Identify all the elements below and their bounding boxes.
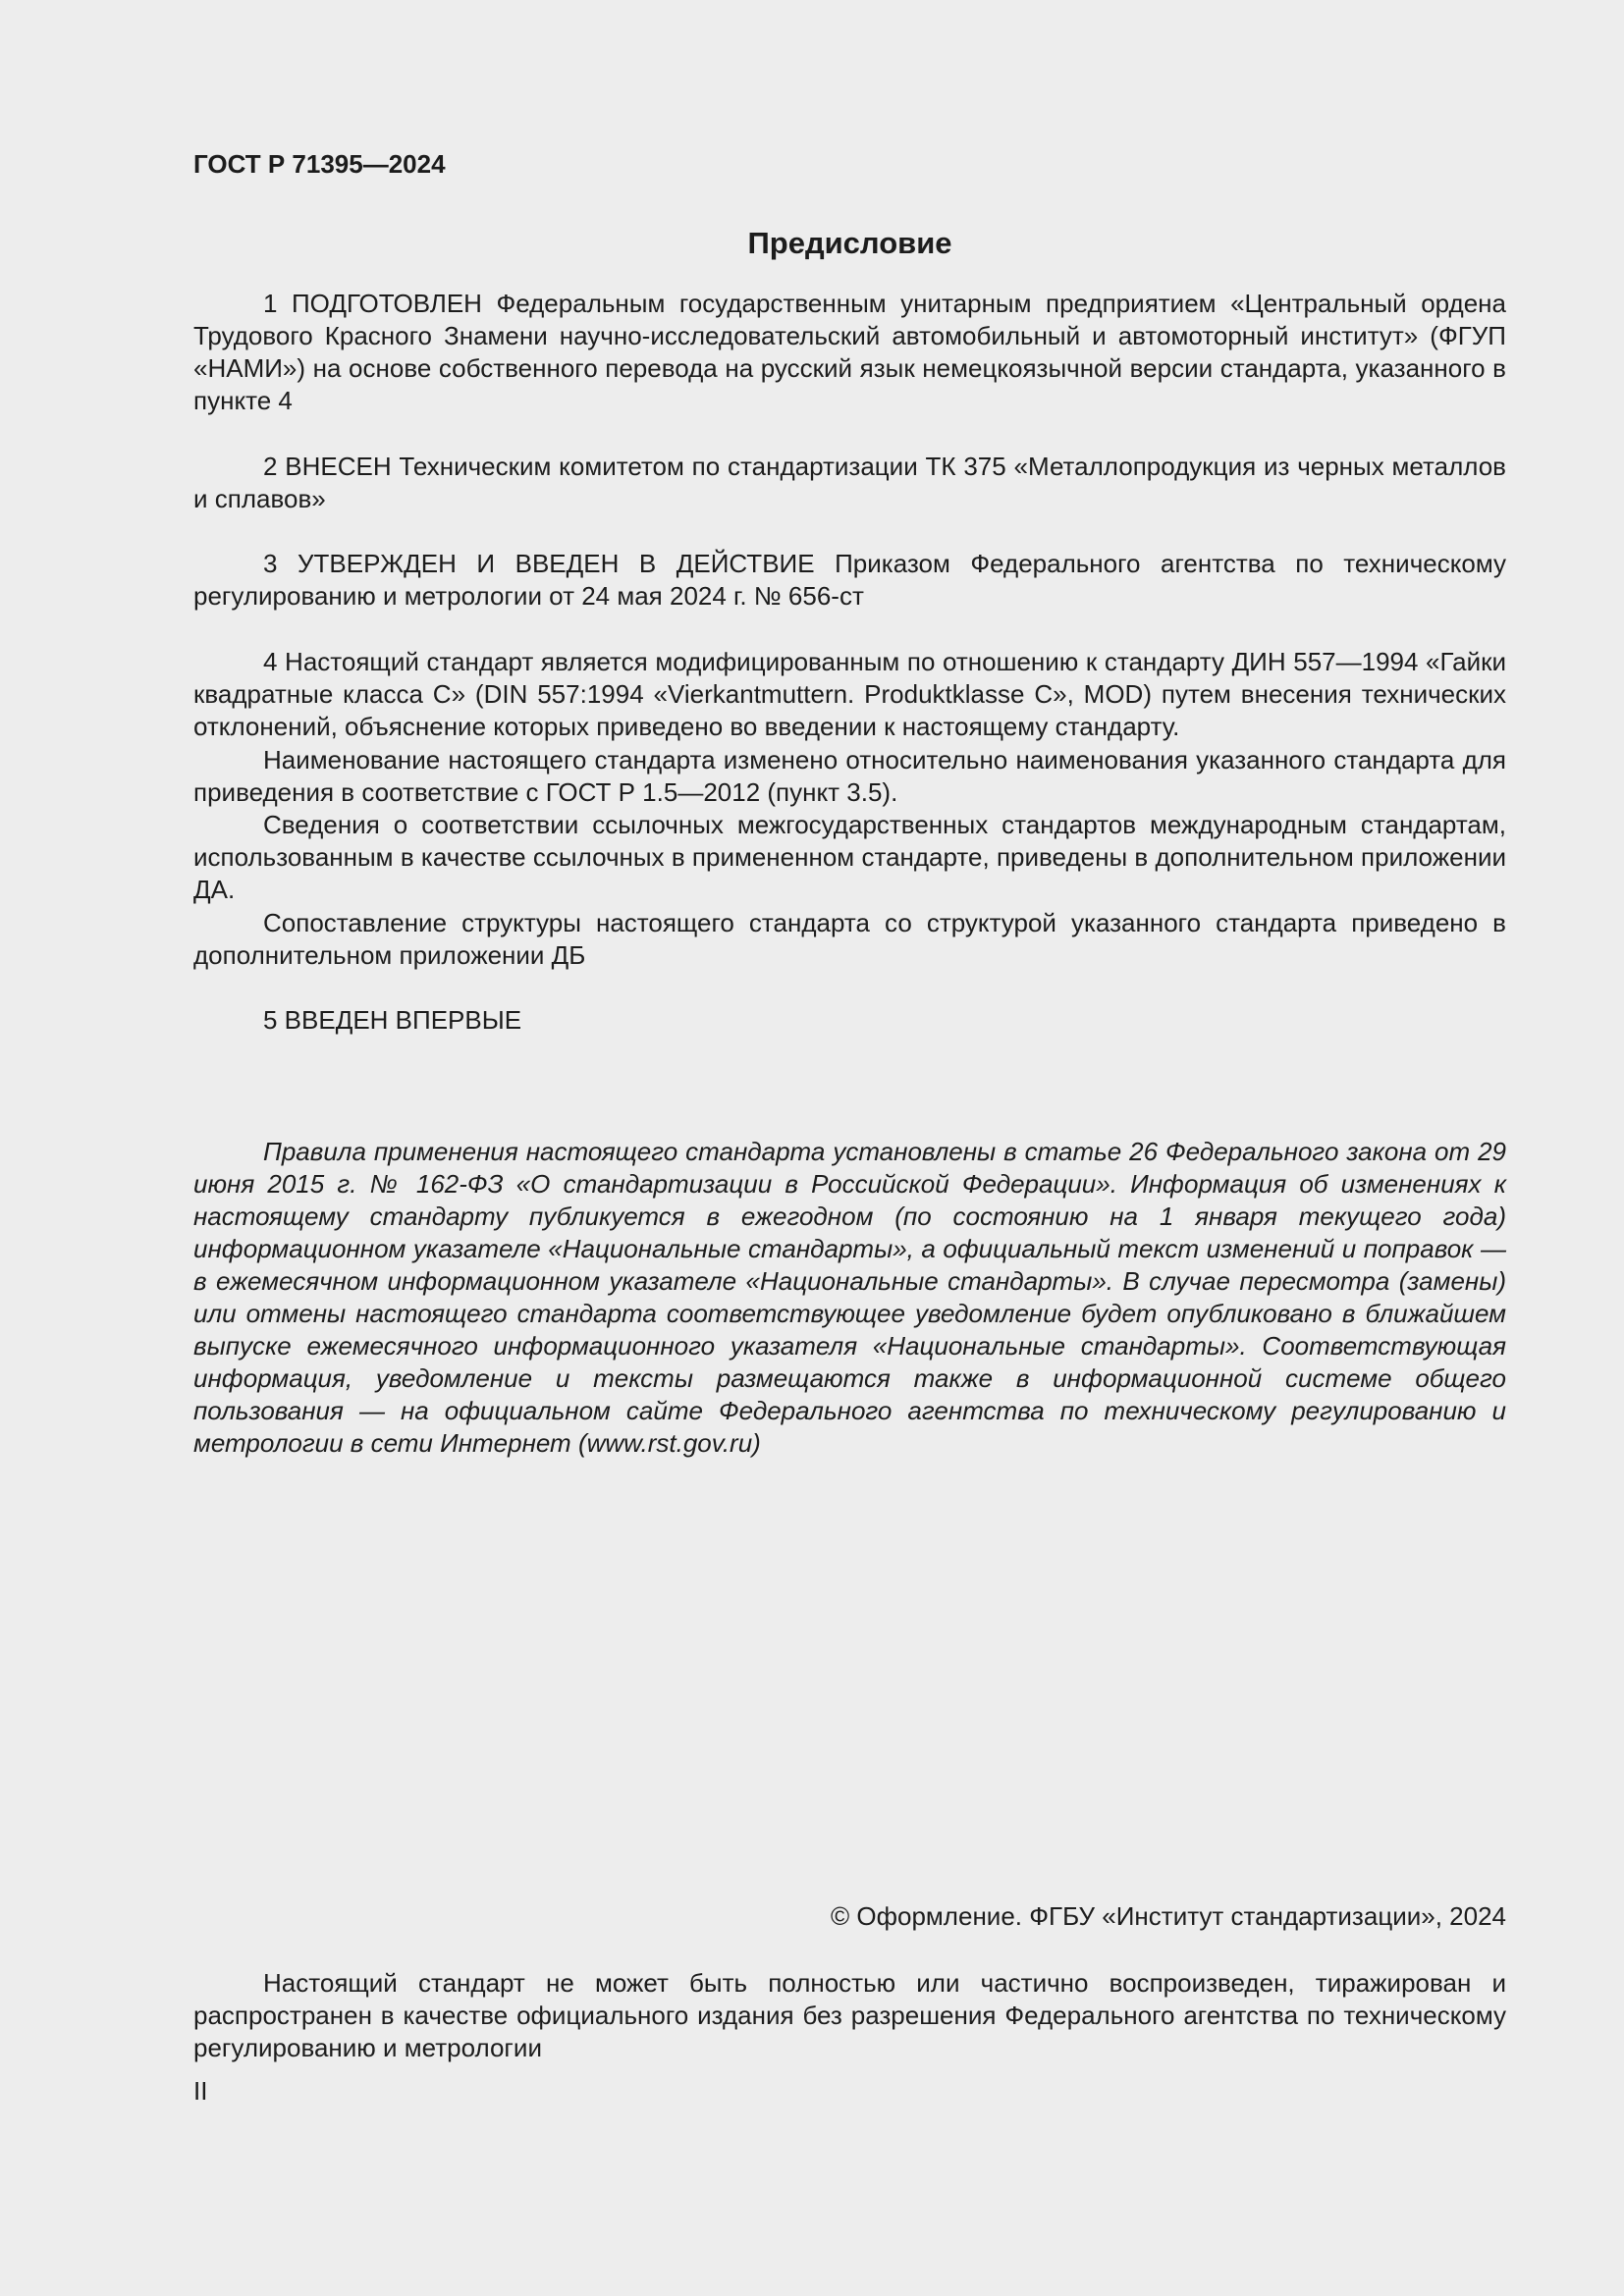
- page-title: Предисловие: [747, 226, 952, 260]
- preface-item-4-name-note: Наименование настоящего стандарта изменено относительно наименования указанного стандарта для приведения в соответствие с ГОСТ Р 1.5—2012 (пункт 3.5).: [193, 745, 1506, 807]
- preface-item-3: 3 УТВЕРЖДЕН И ВВЕДЕН В ДЕЙСТВИЕ Приказом Федерального агентства по техническому регулированию и метрологии от 24 мая 2024 г. № 656-ст: [193, 549, 1506, 611]
- preface-item-4-references-note: Сведения о соответствии ссылочных межгосударственных стандартов международным стандартам, использованным в качестве ссылочных в примененном стандарте, приведены в дополнительном приложении ДА.: [193, 810, 1506, 904]
- preface-item-5: 5 ВВЕДЕН ВПЕРВЫЕ: [263, 1005, 522, 1035]
- copyright-line: © Оформление. ФГБУ «Институт стандартизации», 2024: [831, 1901, 1506, 1931]
- preface-item-4-structure-note: Сопоставление структуры настоящего стандарта со структурой указанного стандарта приведено в дополнительном приложении ДБ: [193, 908, 1506, 970]
- preface-item-4: 4 Настоящий стандарт является модифицированным по отношению к стандарту ДИН 557—1994 «Гайки квадратные класса С» (DIN 557:1994 «Vierkantmuttern. Produktklasse С», MOD) путем внесения технических отклонений, объяснение которых приведено во введении к настоящему стандарту.: [193, 647, 1506, 741]
- document-code: ГОСТ Р 71395—2024: [193, 149, 446, 179]
- preface-item-1: 1 ПОДГОТОВЛЕН Федеральным государственным унитарным предприятием «Центральный ордена Трудового Красного Знамени научно-исследовательский автомобильный и автомоторный институт» (ФГУП «НАМИ») на основе собственного перевода на русский язык немецкоязычной версии стандарта, указанного в пункте 4: [193, 289, 1506, 415]
- reproduction-notice: Настоящий стандарт не может быть полностью или частично воспроизведен, тиражирован и распространен в качестве официального издания без разрешения Федерального агентства по техническому регулированию и метрологии: [193, 1968, 1506, 2062]
- rules-notice: Правила применения настоящего стандарта установлены в статье 26 Федерального закона от 29 июня 2015 г. № 162-ФЗ «О стандартизации в Российской Федерации». Информация об изменениях к настоящему стандарту публикуется в ежегодном (по состоянию на 1 января текущего года) информационном указателе «Национальные стандарты», а официальный текст изменений и поправок — в ежемесячном информационном указателе «Национальные стандарты». В случае пересмотра (замены) или отмены настоящего стандарта соответствующее уведомление будет опубликовано в ближайшем выпуске ежемесячного информационного указателя «Национальные стандарты». Соответствующая информация, уведомление и тексты размещаются также в информационной системе общего пользования — на официальном сайте Федерального агентства по техническому регулированию и метрологии в сети Интернет (www.rst.gov.ru): [193, 1137, 1506, 1458]
- page-number: II: [193, 2076, 208, 2106]
- preface-item-2: 2 ВНЕСЕН Техническим комитетом по стандартизации ТК 375 «Металлопродукция из черных металлов и сплавов»: [193, 452, 1506, 513]
